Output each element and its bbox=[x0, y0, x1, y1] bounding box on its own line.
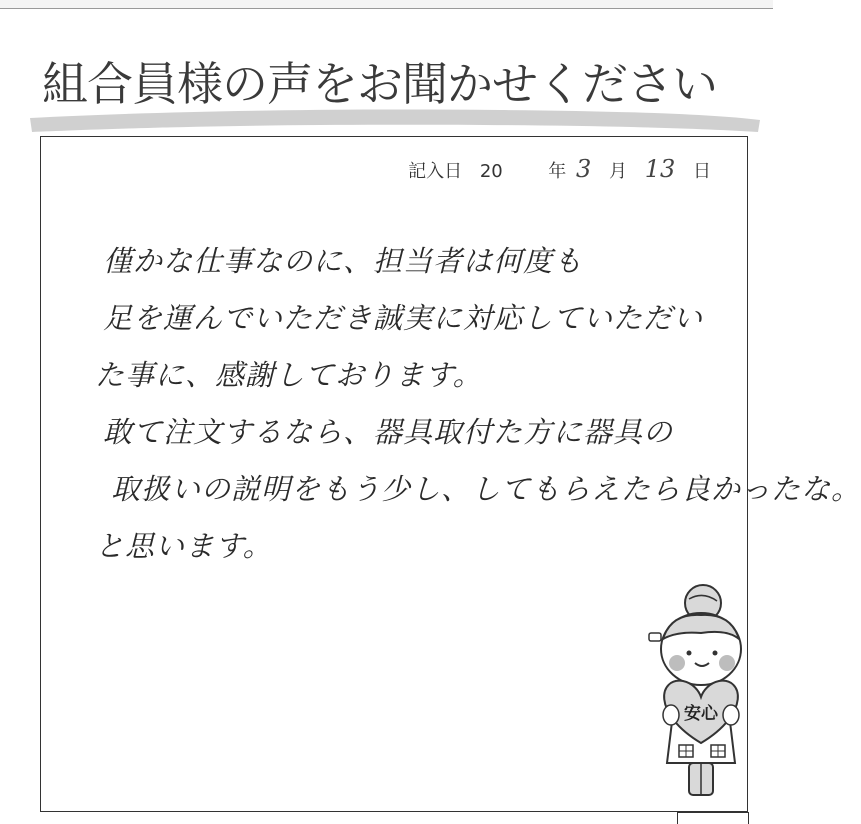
handwritten-comment bbox=[95, 233, 861, 575]
comment-card bbox=[40, 136, 861, 812]
month-value: 3 bbox=[575, 155, 592, 183]
entry-date bbox=[408, 155, 719, 183]
mascot-illustration bbox=[631, 577, 771, 807]
comment-line: た事に、感謝しております。 bbox=[95, 358, 483, 392]
comment-line: 僅かな仕事なのに、担当者は何度も bbox=[103, 244, 584, 278]
year-unit: 年 bbox=[548, 161, 567, 182]
year-prefix: 20 bbox=[479, 161, 503, 182]
bottom-tab bbox=[677, 812, 749, 824]
day-unit: 日 bbox=[693, 161, 711, 182]
day-value: 13 bbox=[644, 155, 676, 183]
page-title: 組合員様の声をお聞かせください bbox=[42, 57, 717, 111]
top-border bbox=[0, 0, 773, 9]
comment-line: 敢て注文するなら、器具取付た方に器具の bbox=[103, 415, 674, 449]
date-label: 記入日 bbox=[408, 161, 463, 182]
comment-line: と思います。 bbox=[95, 529, 273, 563]
heart-label: 安心 bbox=[684, 704, 718, 724]
page-header bbox=[20, 40, 765, 135]
comment-line: 足を運んでいただき誠実に対応していただい bbox=[103, 301, 704, 335]
comment-line: 取扱いの説明をもう少し、してもらえたら良かったな。 bbox=[111, 472, 861, 506]
month-unit: 月 bbox=[608, 161, 627, 182]
